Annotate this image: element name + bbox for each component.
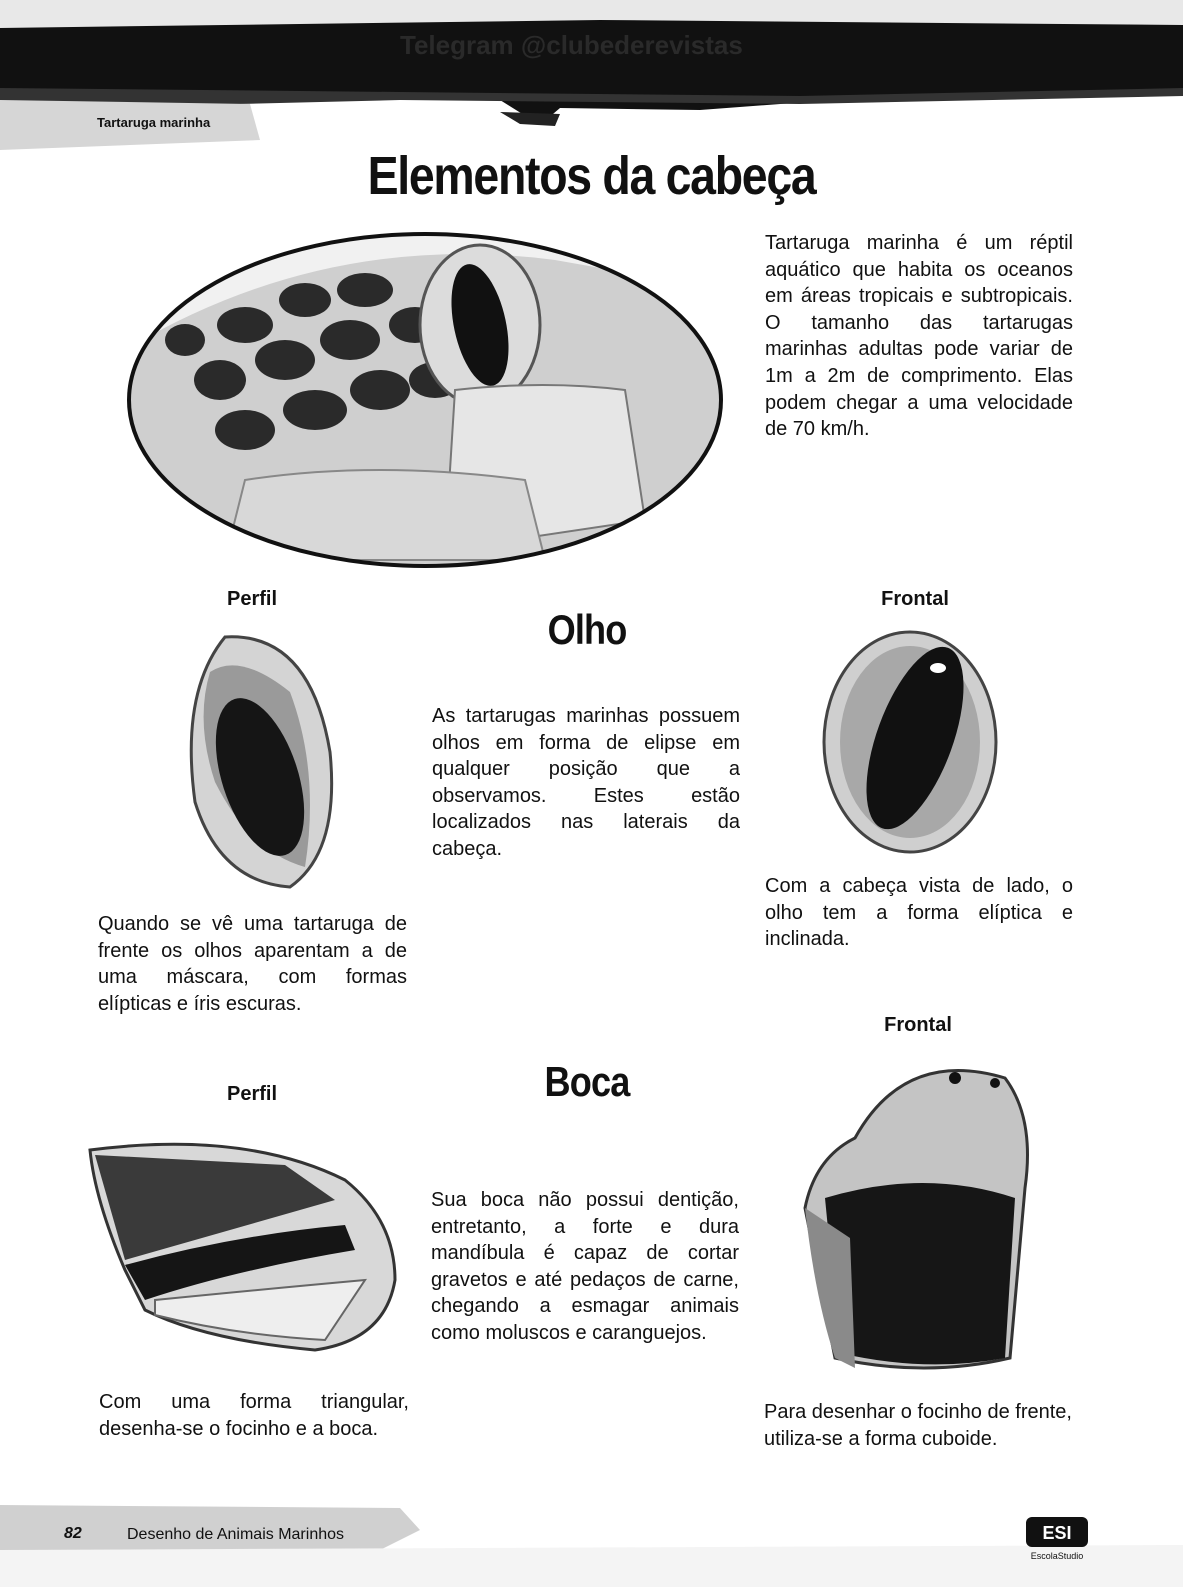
page-number: 82 bbox=[64, 1525, 82, 1542]
watermark: Telegram @clubederevistas bbox=[400, 30, 743, 60]
turtle-head-illustration bbox=[125, 230, 725, 570]
eye-profile-caption: Quando se vê uma tartaruga de frente os olhos aparentam a de uma máscara, com formas elípticas e íris escuras. bbox=[98, 913, 407, 1015]
eye-frontal-label: Frontal bbox=[881, 588, 949, 610]
svg-text:EscolaStudio: EscolaStudio bbox=[1030, 1551, 1084, 1561]
mouth-frontal-illustration bbox=[795, 1058, 1037, 1378]
eye-paragraph: As tartarugas marinhas possuem olhos em forma de elipse em qualquer posição que a observamos. Estes estão localizados nas laterais da cabeça. bbox=[432, 705, 740, 860]
eye-heading: Olho bbox=[547, 606, 627, 653]
mouth-frontal-caption: Para desenhar o focinho de frente, utiliza-se a forma cuboide. bbox=[764, 1401, 1072, 1450]
eye-profile-label: Perfil bbox=[226, 588, 278, 610]
book-title: Desenho de Animais Marinhos bbox=[127, 1526, 345, 1543]
eye-profile-illustration bbox=[180, 632, 350, 892]
mouth-heading: Boca bbox=[544, 1058, 630, 1105]
section-tag: Tartaruga marinha bbox=[97, 115, 211, 130]
page-title: Elementos da cabeça bbox=[367, 146, 816, 206]
eye-frontal-caption: Com a cabeça vista de lado, o olho tem a forma elíptica e inclinada. bbox=[765, 875, 1073, 951]
mouth-profile-label: Perfil bbox=[226, 1083, 278, 1105]
svg-text:ESI: ESI bbox=[1042, 1523, 1072, 1543]
mouth-profile-caption: Com uma forma triangular, desenha-se o focinho e a boca. bbox=[99, 1391, 409, 1440]
mouth-paragraph: Sua boca não possui dentição, entretanto, a forte e dura mandíbula é capaz de cortar gravetos e até pedaços de carne, chegando a esmagar animais como moluscos e caranguejos. bbox=[431, 1189, 739, 1344]
mouth-profile-illustration bbox=[85, 1140, 405, 1360]
escola-studio-logo bbox=[1026, 1517, 1088, 1563]
intro-paragraph: Tartaruga marinha é um réptil aquático que habita os oceanos em áreas tropicais e subtropicais. O tamanho das tartarugas marinhas adultas pode variar de 1m a 2m de comprimento. Elas podem chegar a uma velocidade de 70 km/h. bbox=[765, 232, 1073, 441]
mouth-frontal-label: Frontal bbox=[884, 1014, 952, 1036]
eye-frontal-illustration bbox=[820, 628, 1000, 856]
